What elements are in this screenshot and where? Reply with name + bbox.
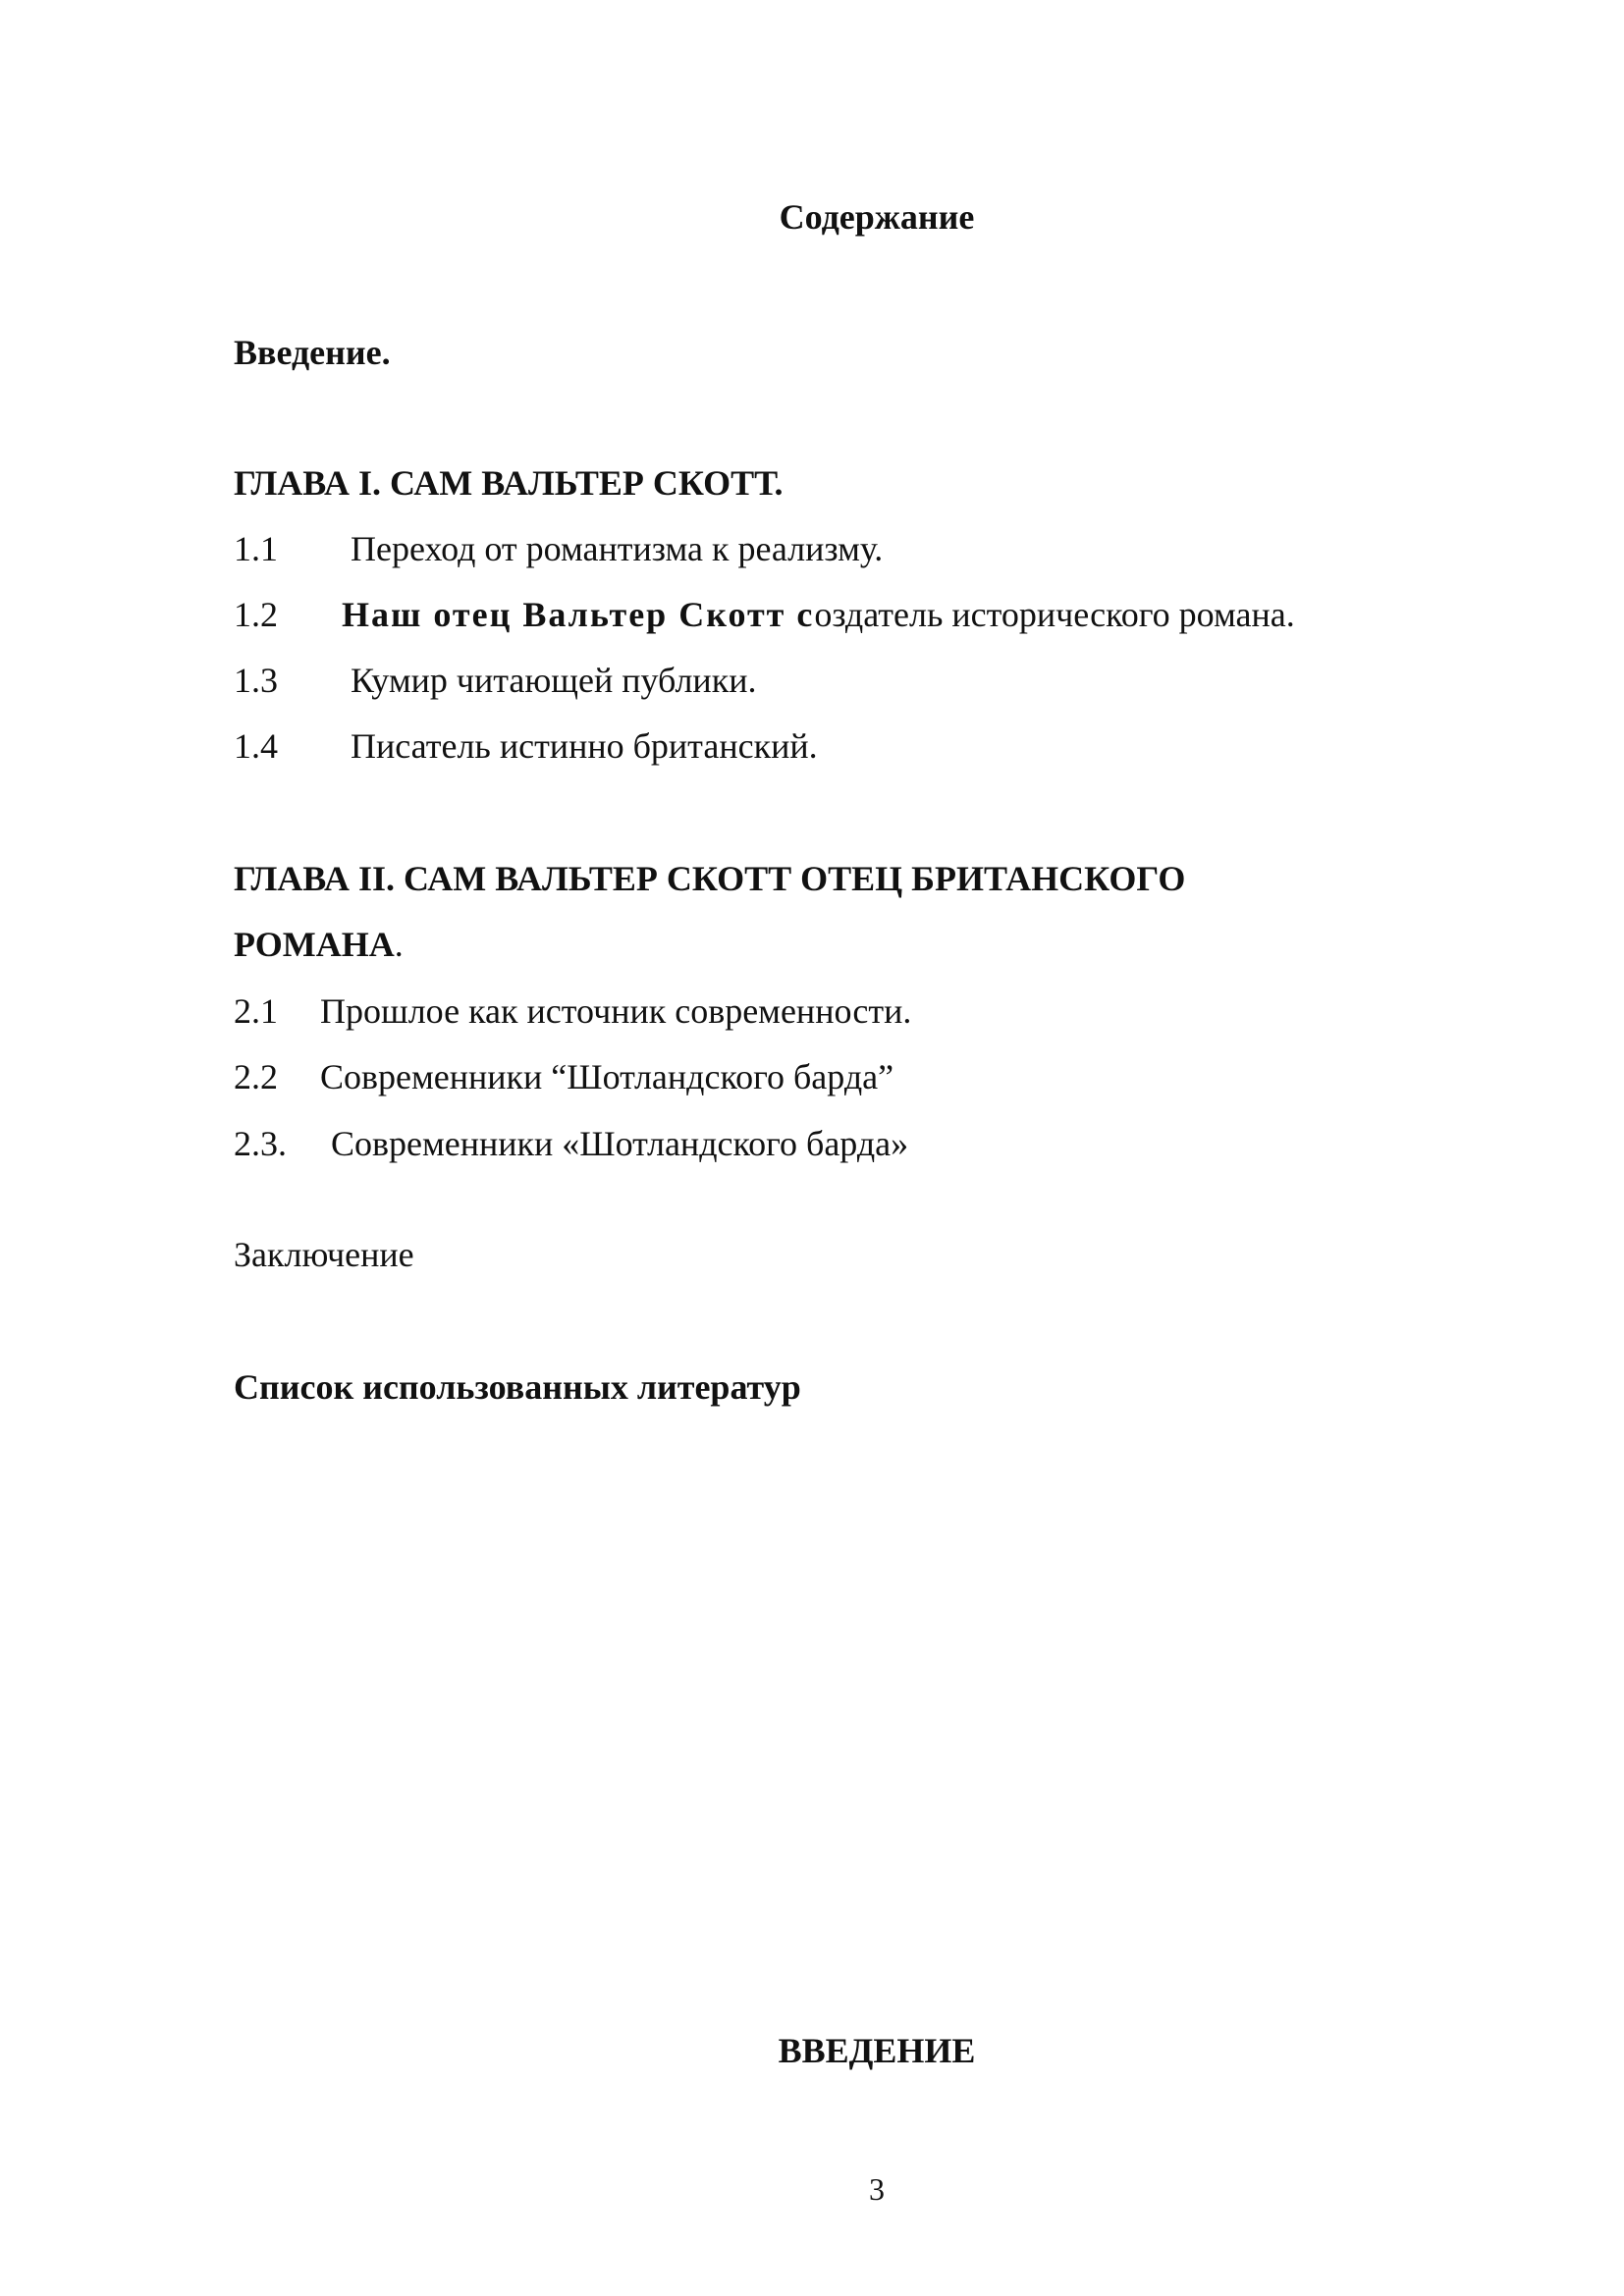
toc-section-1-4 bbox=[234, 724, 818, 768]
section-title: оздатель исторического романа. bbox=[814, 595, 1295, 634]
section-number: 1.1 bbox=[234, 529, 278, 568]
toc-section-2-2 bbox=[234, 1055, 893, 1098]
section-number: 1.3 bbox=[234, 661, 278, 700]
toc-item-references: Список использованных литератур bbox=[234, 1367, 801, 1407]
section-number: 2.2 bbox=[234, 1057, 278, 1096]
section-title: Современники «Шотландского барда» bbox=[331, 1124, 909, 1163]
chapter2-title-line2 bbox=[234, 923, 404, 966]
page-number: 3 bbox=[869, 2171, 885, 2207]
toc-title: Содержание bbox=[779, 197, 975, 237]
toc-section-1-1 bbox=[234, 527, 883, 570]
section-title: Современники “Шотландского барда” bbox=[320, 1057, 894, 1096]
toc-section-2-1 bbox=[234, 989, 911, 1033]
section-title: Переход от романтизма к реализму. bbox=[351, 529, 884, 568]
section-title: Прошлое как источник современности. bbox=[320, 991, 912, 1031]
section-number: 1.4 bbox=[234, 726, 278, 766]
section-title: Кумир читающей публики. bbox=[351, 661, 757, 700]
chapter2-title-line1: ГЛАВА II. САМ ВАЛЬТЕР СКОТТ ОТЕЦ БРИТАНСКОГО bbox=[234, 859, 1186, 898]
section-number: 1.2 bbox=[234, 595, 278, 634]
chapter2-title-word: РОМАНА bbox=[234, 925, 395, 964]
chapter2-title-period: . bbox=[394, 925, 404, 964]
toc-item-introduction: Введение. bbox=[234, 333, 391, 372]
section-heading-introduction: ВВЕДЕНИЕ bbox=[778, 2031, 976, 2070]
toc-section-1-2 bbox=[234, 593, 1295, 636]
chapter1-title: ГЛАВА I. САМ ВАЛЬТЕР СКОТТ. bbox=[234, 463, 784, 503]
section-number: 2.1 bbox=[234, 991, 278, 1031]
section-title-bold: Наш отец Вальтер Скотт с bbox=[342, 595, 815, 634]
toc-item-conclusion: Заключение bbox=[234, 1235, 414, 1274]
toc-section-2-3 bbox=[234, 1122, 908, 1165]
section-title: Писатель истинно британский. bbox=[351, 726, 818, 766]
toc-section-1-3 bbox=[234, 659, 756, 702]
section-number: 2.3. bbox=[234, 1124, 287, 1163]
